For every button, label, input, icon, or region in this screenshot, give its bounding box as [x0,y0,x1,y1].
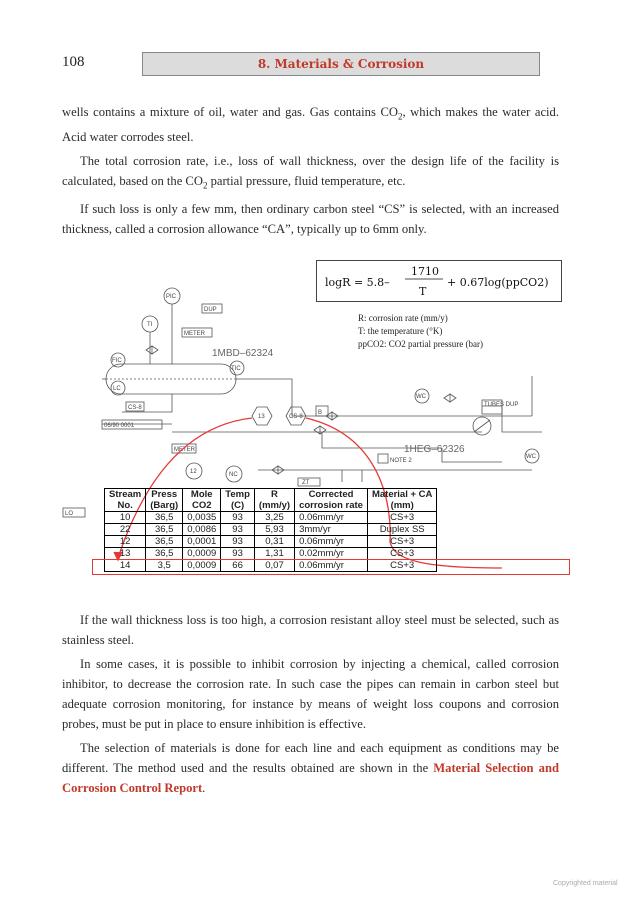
corrosion-figure [62,256,562,600]
report-link[interactable]: Material Selection and Corrosion Control Report [62,761,559,795]
tag-meter-2: METER [174,447,195,453]
paragraph-6: The selection of materials is done for each line and each equipment as conditions may be different. The method used and the results obtained are shown in the Material Selection and Corrosion Control Report. [62,741,559,795]
header-corrected: Corrected corrosion rate [295,489,368,512]
tag-cs8: CS-8 [289,414,303,420]
cell-r: 0,31 [254,536,294,548]
table-row [105,512,437,524]
cell-material: CS+3 [367,560,436,572]
tag-ti: TI [147,322,153,328]
formula-legend [358,312,483,351]
paragraph-3: If such loss is only a few mm, then ordinary carbon steel “CS” is selected, with an increased thickness, called a corrosion allowance “CA”, typically up to 6mm only. [62,202,559,237]
cell-r: 1,31 [254,548,294,560]
cell-mole: 0,0009 [183,560,221,572]
chapter-title: 8. Materials & Corrosion [142,52,540,76]
cell-press: 36,5 [146,524,183,536]
table-row [105,548,437,560]
header-r: R (mm/y) [254,489,294,512]
cell-press: 36,5 [146,548,183,560]
tag-13: 13 [258,414,265,420]
copyright-notice: Copyrighted material [553,880,618,887]
tag-12: 12 [190,469,197,475]
tag-fic: FIC [112,358,122,364]
tag-tube: TUBES DUP [484,402,519,408]
tag-meter-1: METER [184,331,205,337]
tag-line: 06/90 0001 [104,423,135,429]
cell-corrected: 0.06mm/yr [295,536,368,548]
tag-b: B [318,410,323,416]
table-row [105,536,437,548]
table-row [105,524,437,536]
cell-corrected: 0.06mm/yr [295,560,368,572]
tag-pic: PIC [166,294,177,300]
cell-temp: 93 [221,548,255,560]
formula-render [317,261,561,301]
cell-press: 3,5 [146,560,183,572]
corrosion-formula [316,260,562,302]
cell-r: 3,25 [254,512,294,524]
cell-material: Duplex SS [367,524,436,536]
page-number: 108 [62,54,85,70]
tag-nc: NC [229,472,238,478]
formula-rhs: + 0.67log(ppCO2) [447,276,549,289]
cell-temp: 66 [221,560,255,572]
cell-stream: 22 [105,524,146,536]
legend-r: R: corrosion rate (mm/y) [358,313,448,323]
cell-material: CS+3 [367,512,436,524]
tag-note: NOTE 2 [390,458,412,464]
cell-press: 36,5 [146,536,183,548]
paragraph-2: The total corrosion rate, i.e., loss of wall thickness, over the design life of the facility is calculated, based on the $CO_2$ partial pressure, fluid temperature, etc. [62,153,559,191]
cell-mole: 0,0001 [183,536,221,548]
header-material: Material + CA (mm) [367,489,436,512]
paragraph-4: If the wall thickness loss is too high, a corrosion resistant alloy steel must be selected, such as stainless steel. [62,613,559,647]
cell-r: 5,93 [254,524,294,536]
tag-lc: LC [113,386,121,392]
table-header-row [105,489,437,512]
tag-lo: LO [65,511,74,517]
intro-text [62,102,559,239]
formula-numerator: 1710 [411,265,439,278]
cell-stream: 12 [105,536,146,548]
header-mole: Mole CO2 [183,489,221,512]
cell-press: 36,5 [146,512,183,524]
closing-text [62,610,559,798]
header-stream: Stream No. [105,489,146,512]
cell-corrected: 0.06mm/yr [295,512,368,524]
cell-temp: 93 [221,536,255,548]
legend-t: T: the temperature (°K) [358,326,443,336]
header-press: Press (Barg) [146,489,183,512]
cell-stream: 13 [105,548,146,560]
cell-stream: 10 [105,512,146,524]
cell-mole: 0,0035 [183,512,221,524]
cell-temp: 93 [221,524,255,536]
formula-lhs: logR = 5.8– [325,276,390,289]
cell-material: CS+3 [367,536,436,548]
cell-corrected: 3mm/yr [295,524,368,536]
highlight-box [92,559,570,575]
vessel-tag: 1MBD–62324 [212,348,274,359]
tag-zt: ZT [302,480,310,486]
exchanger-tag: 1HEG–62326 [404,444,465,455]
legend-ppco2: ppCO2: CO2 partial pressure (bar) [358,339,483,349]
tag-tic: TIC [231,366,241,372]
page-header [62,52,542,76]
tag-wc-1: WC [416,394,426,400]
formula-denominator: T [419,285,427,298]
cell-temp: 93 [221,512,255,524]
cell-corrected: 0.02mm/yr [295,548,368,560]
cell-stream: 14 [105,560,146,572]
tag-dup: DUP [204,307,217,313]
header-temp: Temp (C) [221,489,255,512]
paragraph-5: In some cases, it is possible to inhibit corrosion by injecting a chemical, called corrosion inhibitor, to decrease the corrosion rate. In such case the pipes can remain in carbon steel but adequate corrosion monitoring, for instance by means of weight loss coupons and corrosion probes, must be put in place to ensure inhibition is effective. [62,657,559,731]
cell-mole: 0,0009 [183,548,221,560]
tag-cs: CS-8 [128,405,142,411]
cell-r: 0,07 [254,560,294,572]
cell-mole: 0,0086 [183,524,221,536]
tag-wc-2: WC [526,454,536,460]
paragraph-1: wells contains a mixture of oil, water and gas. Gas contains $CO_2$, which makes the water acid. Acid water corrodes steel. [62,105,559,144]
cell-material: CS+3 [367,548,436,560]
